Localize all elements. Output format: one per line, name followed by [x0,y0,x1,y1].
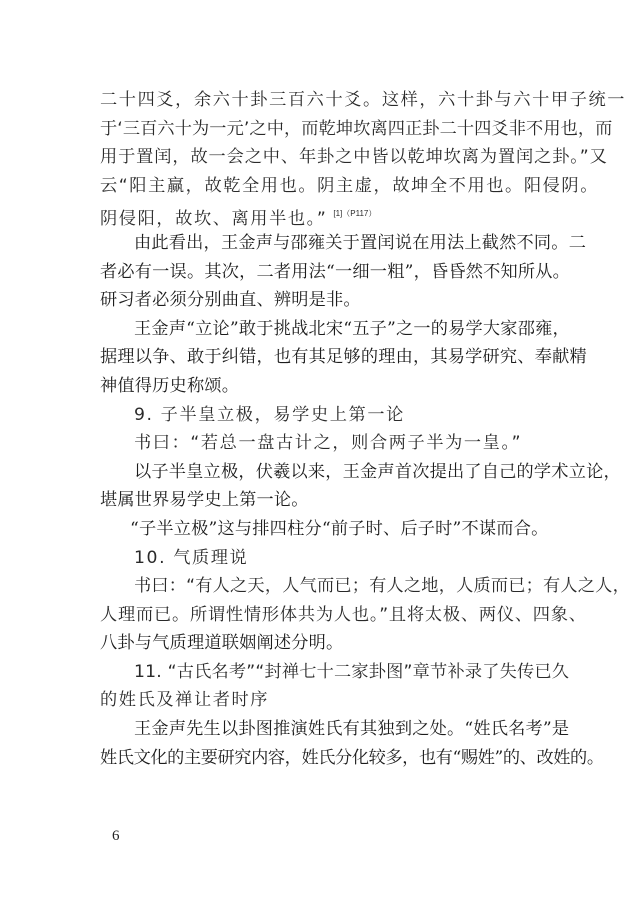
text-line: 姓氏文化的主要研究内容，姓氏分化较多，也有“赐姓”的、改姓的。 [100,747,604,768]
quote-end-text: 阴侵阳，故坎、离用半也。” [100,209,328,230]
document-body [100,86,630,772]
text-line [100,200,552,229]
paragraph-start: 王金声“立论”敢于挑战北宋“五子”之一的易学大家邵雍， [134,318,570,339]
section-heading-9: 9. 子半皇立极，易学史上第一论 [134,404,405,425]
text-line: 于‘三百六十为一元’之中，而乾坤坎离四正卦二十四爻非不用也，而 [100,118,613,139]
paragraph-start: 王金声先生以卦图推演姓氏有其独到之处。“姓氏名考”是 [134,719,570,740]
section-heading-11: 11. “古氏名考”“封禅七十二家卦图”章节补录了失传已久 [134,661,570,682]
citation-reference: [1]（P117） [333,209,377,219]
paragraph-start: 以子半皇立极，伏羲以来，王金声首次提出了自己的学术立论， [134,461,621,482]
text-line: 堪属世界易学史上第一论。 [100,490,309,511]
text-line: 用于置闰，故一会之中、年卦之中皆以乾坤坎离为置闰之卦。”又 [100,147,608,168]
quote-line: 书曰：“若总一盘古计之，则合两子半为一皇。” [134,433,523,454]
text-line: 者必有一误。其次，二者用法“一细一粗”，昏昏然不知所从。 [100,261,571,282]
page-number: 6 [112,828,120,844]
text-line: 八卦与气质理道联姻阐述分明。 [100,633,344,654]
text-line: 神值得历史称颂。 [100,375,240,396]
text-line: 二十四爻，余六十卦三百六十爻。这样，六十卦与六十甲子统一 [100,90,627,110]
text-line: 人理而已。所谓性情形体共为人也。”且将太极、两仪、四象、 [100,604,587,625]
section-heading-10: 10. 气质理说 [134,547,249,568]
text-line: 研习者必须分别曲直、辨明是非。 [100,290,361,311]
paragraph-start: “子半立极”这与排四柱分“前子时、后子时”不谋而合。 [130,518,549,539]
paragraph-start: 由此看出，王金声与邵雍关于置闰说在用法上截然不同。二 [134,232,587,253]
text-line: 据理以争、敢于纠错，也有其足够的理由，其易学研究、奉献精 [100,347,587,368]
text-line: 云“阳主赢，故乾全用也。阴主虚，故坤全不用也。阳侵阴。 [100,175,599,196]
quote-line: 书曰：“有人之天，人气而已；有人之地，人质而已；有人之人， [134,576,630,597]
section-heading-11-cont: 的姓氏及禅让者时序 [100,690,270,711]
